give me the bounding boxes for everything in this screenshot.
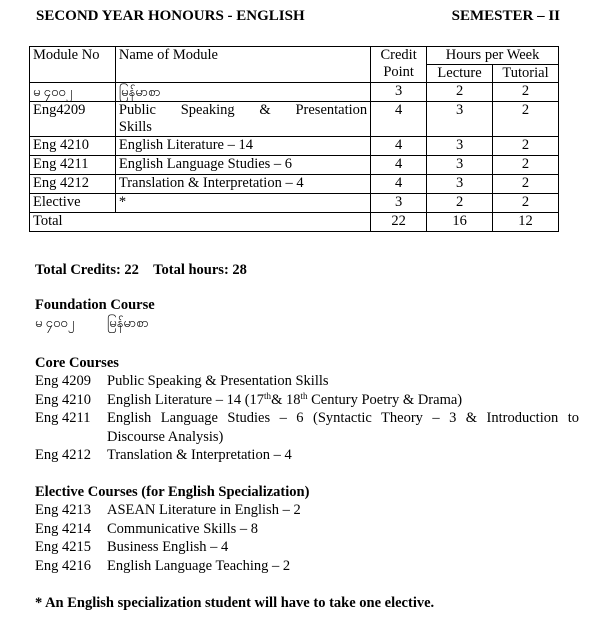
cell-total-credit: 22 <box>371 213 427 232</box>
list-item <box>35 446 580 464</box>
header-credit-line1: Credit <box>380 47 417 63</box>
cell-credit: 4 <box>371 137 427 156</box>
table-row <box>30 102 559 137</box>
course-code: Eng 4209 <box>35 373 91 390</box>
table-header-row <box>30 47 559 65</box>
course-name: Translation & Interpretation – 4 <box>107 446 292 463</box>
course-name-part: Century Poetry & Drama) <box>307 391 463 408</box>
cell-tutorial: 2 <box>493 156 559 175</box>
course-name: Communicative Skills – 8 <box>107 520 259 537</box>
cell-module-name: * <box>115 194 370 213</box>
header-tutorial: Tutorial <box>493 65 559 83</box>
header-hours-per-week: Hours per Week <box>427 47 559 65</box>
cell-module-no: Eng4209 <box>30 102 116 137</box>
semester-label: SEMESTER – II <box>451 8 560 24</box>
cell-lecture: 2 <box>427 83 493 102</box>
list-item <box>35 501 580 519</box>
table-row <box>30 156 559 175</box>
core-heading: Core Courses <box>35 355 119 371</box>
foundation-heading: Foundation Course <box>35 297 155 313</box>
course-code: Eng 4212 <box>35 446 91 463</box>
cell-lecture: 3 <box>427 156 493 175</box>
elective-note: * An English specialization student will have to take one elective. <box>35 595 435 611</box>
list-item <box>35 557 580 575</box>
cell-module-no: Eng 4210 <box>30 137 116 156</box>
table-row <box>30 175 559 194</box>
list-item <box>35 409 580 446</box>
table-row <box>30 83 559 102</box>
cell-module-name: မြန်မာစာ <box>115 83 370 102</box>
course-name-part: & 18 <box>271 391 301 408</box>
course-name: မြန်မာစာ <box>107 315 149 331</box>
page-title: SECOND YEAR HONOURS - ENGLISH <box>36 8 305 24</box>
course-code: Eng 4215 <box>35 539 91 556</box>
foundation-section <box>35 296 580 333</box>
foundation-item <box>35 314 580 332</box>
elective-heading: Elective Courses (for English Specialization) <box>35 484 310 500</box>
cell-tutorial: 2 <box>493 194 559 213</box>
cell-tutorial: 2 <box>493 83 559 102</box>
cell-total-tutorial: 12 <box>493 213 559 232</box>
course-code: Eng 4213 <box>35 502 91 519</box>
course-code: Eng 4211 <box>35 410 91 427</box>
list-item <box>35 520 580 538</box>
cell-lecture: 3 <box>427 137 493 156</box>
header-module-no: Module No <box>30 47 116 83</box>
cell-lecture: 3 <box>427 175 493 194</box>
header-lecture: Lecture <box>427 65 493 83</box>
course-name: Public Speaking & Presentation Skills <box>107 373 329 390</box>
page-header <box>36 8 560 28</box>
cell-credit: 4 <box>371 175 427 194</box>
course-name: English Language Studies – 6 (Syntactic Theory – 3 & Introduction to <box>107 410 579 427</box>
course-name: English Language Teaching – 2 <box>107 557 291 574</box>
header-credit-line2: Point <box>383 64 414 80</box>
cell-tutorial: 2 <box>493 102 559 137</box>
cell-module-name: English Language Studies – 6 <box>115 156 370 175</box>
cell-module-no: Eng 4211 <box>30 156 116 175</box>
cell-lecture: 3 <box>427 102 493 137</box>
course-name-part: English Literature – 14 (17 <box>107 391 265 408</box>
cell-credit: 3 <box>371 194 427 213</box>
superscript: th <box>300 390 308 401</box>
cell-tutorial: 2 <box>493 137 559 156</box>
core-section <box>35 354 580 464</box>
cell-module-name <box>115 102 370 137</box>
course-code: မ ၄၀၀၂ <box>35 315 74 331</box>
cell-tutorial: 2 <box>493 175 559 194</box>
list-item <box>35 538 580 556</box>
cell-credit: 4 <box>371 156 427 175</box>
cell-module-no: Eng 4212 <box>30 175 116 194</box>
totals-summary: Total Credits: 22 Total hours: 28 <box>35 262 247 278</box>
cell-module-name: Translation & Interpretation – 4 <box>115 175 370 194</box>
cell-total-lecture: 16 <box>427 213 493 232</box>
table-row <box>30 137 559 156</box>
cell-total-label: Total <box>30 213 371 232</box>
cell-lecture: 2 <box>427 194 493 213</box>
cell-module-name-line1: Public Speaking & Presentation <box>118 102 368 118</box>
superscript: th <box>264 390 272 401</box>
cell-credit: 3 <box>371 83 427 102</box>
header-credit-point <box>371 47 427 83</box>
cell-module-name-line2: Skills <box>118 119 152 135</box>
header-module-name: Name of Module <box>115 47 370 83</box>
course-name-continued: Discourse Analysis) <box>107 428 224 445</box>
list-item <box>35 391 580 409</box>
course-code: Eng 4214 <box>35 520 91 537</box>
course-name: Business English – 4 <box>107 539 229 556</box>
course-name <box>107 391 462 409</box>
course-code: Eng 4216 <box>35 557 91 574</box>
elective-section <box>35 483 580 575</box>
list-item <box>35 372 580 390</box>
module-table <box>29 46 559 232</box>
cell-module-name: English Literature – 14 <box>115 137 370 156</box>
course-name: ASEAN Literature in English – 2 <box>107 502 301 519</box>
cell-module-no: မ ၄၀၀၂ <box>30 83 116 102</box>
course-code: Eng 4210 <box>35 391 91 408</box>
table-row <box>30 194 559 213</box>
cell-credit: 4 <box>371 102 427 137</box>
table-total-row <box>30 213 559 232</box>
cell-module-no: Elective <box>30 194 116 213</box>
